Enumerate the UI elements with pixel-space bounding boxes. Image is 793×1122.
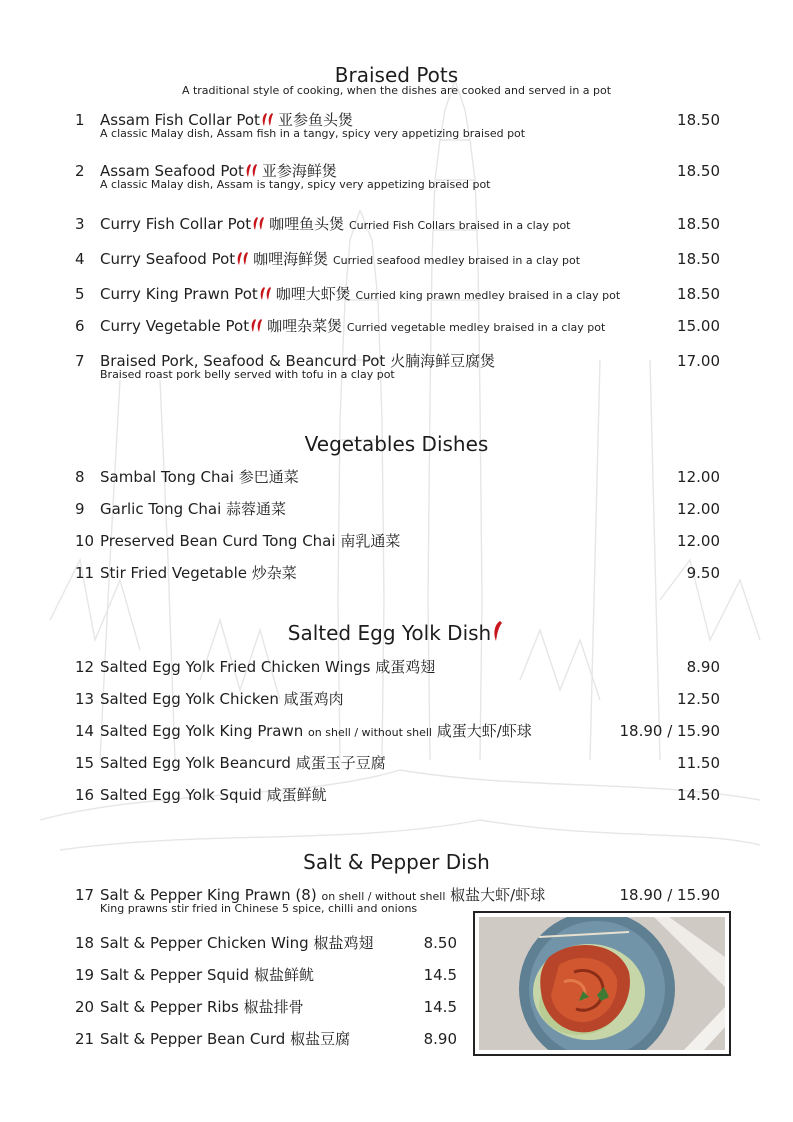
item-price: 17.00 <box>677 352 720 370</box>
section-title-salt-pepper: Salt & Pepper Dish <box>303 850 490 874</box>
item-name: Stir Fried Vegetable <box>100 564 247 582</box>
item-number: 7 <box>75 352 85 370</box>
item-name: Salt & Pepper Ribs <box>100 998 239 1016</box>
menu-item <box>75 932 457 954</box>
item-number: 18 <box>75 934 95 952</box>
menu-item <box>75 160 720 191</box>
menu-item <box>75 996 457 1018</box>
item-name: Salted Egg Yolk King Prawn <box>100 722 304 740</box>
item-chinese-name: 炒杂菜 <box>251 564 297 582</box>
item-price: 18.50 <box>677 215 720 233</box>
item-number: 4 <box>75 250 85 268</box>
item-chinese-name: 参巴通菜 <box>238 468 299 486</box>
item-number: 8 <box>75 468 85 486</box>
section-title-text: Salted Egg Yolk Dish <box>287 621 492 645</box>
item-description: Curried vegetable medley braised in a clay pot <box>346 321 606 334</box>
item-chinese-name: 咖哩海鲜煲 <box>253 250 329 268</box>
item-price: 18.50 <box>677 285 720 303</box>
item-price: 18.50 <box>677 111 720 129</box>
section-subtitle-braised-pots: A traditional style of cooking, when the dishes are cooked and served in a pot <box>181 84 612 97</box>
item-chinese-name: 咖哩杂菜煲 <box>267 317 343 335</box>
menu-item <box>75 283 720 305</box>
item-name: Salted Egg Yolk Chicken <box>100 690 279 708</box>
menu-item <box>75 315 720 337</box>
item-price: 14.5 <box>423 966 457 984</box>
item-name: Salted Egg Yolk Fried Chicken Wings <box>100 658 371 676</box>
item-name: Curry Fish Collar Pot <box>100 215 252 233</box>
item-chinese-name: 南乳通菜 <box>340 532 401 550</box>
item-name: Salt & Pepper Squid <box>100 966 250 984</box>
item-price: 11.50 <box>677 754 720 772</box>
menu-item <box>75 720 720 742</box>
item-name: Braised Pork, Seafood & Beancurd Pot <box>100 352 386 370</box>
item-price: 12.00 <box>677 500 720 518</box>
menu-item <box>75 466 720 488</box>
item-name: Salt & Pepper King Prawn (8) <box>100 886 317 904</box>
item-price: 18.90 / 15.90 <box>619 886 720 904</box>
item-number: 13 <box>75 690 95 708</box>
menu-item <box>75 530 720 552</box>
item-price: 12.00 <box>677 468 720 486</box>
item-name: Salt & Pepper Chicken Wing <box>100 934 309 952</box>
item-price: 18.50 <box>677 162 720 180</box>
item-chinese-name: 火腩海鲜豆腐煲 <box>390 352 496 370</box>
item-price: 12.50 <box>677 690 720 708</box>
item-name: Salted Egg Yolk Squid <box>100 786 262 804</box>
menu-item <box>75 350 720 381</box>
item-number: 12 <box>75 658 95 676</box>
item-chinese-name: 咸蛋鸡肉 <box>283 690 344 708</box>
item-chinese-name: 椒盐豆腐 <box>290 1030 351 1048</box>
item-option: on shell / without shell <box>308 726 432 739</box>
item-name: Assam Fish Collar Pot <box>100 111 260 129</box>
menu-item <box>75 248 720 270</box>
menu-item <box>75 884 720 915</box>
section-title-salted-egg-yolk <box>0 620 793 647</box>
item-price: 14.5 <box>423 998 457 1016</box>
item-number: 3 <box>75 215 85 233</box>
item-price: 8.90 <box>686 658 720 676</box>
item-name: Salted Egg Yolk Beancurd <box>100 754 291 772</box>
menu-item <box>75 752 720 774</box>
menu-item <box>75 688 720 710</box>
item-price: 18.90 / 15.90 <box>619 722 720 740</box>
item-chinese-name: 咸蛋大虾/虾球 <box>436 722 532 740</box>
item-price: 14.50 <box>677 786 720 804</box>
item-number: 2 <box>75 162 85 180</box>
item-description: Curried Fish Collars braised in a clay pot <box>348 219 571 232</box>
item-number: 20 <box>75 998 95 1016</box>
section-title-braised-pots: Braised Pots <box>334 63 459 87</box>
item-name: Curry Seafood Pot <box>100 250 236 268</box>
chili-icon <box>252 215 268 237</box>
item-number: 1 <box>75 111 85 129</box>
item-chinese-name: 椒盐鲜鱿 <box>253 966 314 984</box>
item-number: 11 <box>75 564 95 582</box>
item-number: 5 <box>75 285 85 303</box>
menu-item <box>75 656 720 678</box>
item-name: Curry Vegetable Pot <box>100 317 250 335</box>
item-chinese-name: 椒盐排骨 <box>243 998 304 1016</box>
item-name: Salt & Pepper Bean Curd <box>100 1030 286 1048</box>
dish-photo <box>479 917 725 1050</box>
item-number: 15 <box>75 754 95 772</box>
item-name: Preserved Bean Curd Tong Chai <box>100 532 336 550</box>
item-name: Sambal Tong Chai <box>100 468 234 486</box>
item-price: 15.00 <box>677 317 720 335</box>
item-description: King prawns stir fried in Chinese 5 spice, chilli and onions <box>100 902 418 915</box>
item-chinese-name: 咸蛋鲜鱿 <box>266 786 327 804</box>
chili-icon <box>250 317 266 339</box>
item-chinese-name: 咸蛋鸡翅 <box>375 658 436 676</box>
item-description: A classic Malay dish, Assam is tangy, spicy very appetizing braised pot <box>100 178 491 191</box>
item-number: 16 <box>75 786 95 804</box>
item-description: Braised roast pork belly served with tofu in a clay pot <box>100 368 395 381</box>
item-chinese-name: 椒盐大虾/虾球 <box>450 886 546 904</box>
menu-item <box>75 498 720 520</box>
menu-item <box>75 964 457 986</box>
item-name: Curry King Prawn Pot <box>100 285 258 303</box>
section-title-vegetables: Vegetables Dishes <box>304 432 489 456</box>
menu-item <box>75 562 720 584</box>
chili-icon <box>259 285 275 307</box>
item-price: 8.50 <box>423 934 457 952</box>
item-chinese-name: 咖哩鱼头煲 <box>269 215 345 233</box>
dish-photo-frame <box>473 911 731 1056</box>
item-number: 9 <box>75 500 85 518</box>
menu-item <box>75 1028 457 1050</box>
menu-item <box>75 213 720 235</box>
item-price: 18.50 <box>677 250 720 268</box>
item-price: 9.50 <box>686 564 720 582</box>
menu-item <box>75 784 720 806</box>
item-description: A classic Malay dish, Assam fish in a tangy, spicy very appetizing braised pot <box>100 127 526 140</box>
item-name: Assam Seafood Pot <box>100 162 244 180</box>
item-number: 17 <box>75 886 95 904</box>
item-chinese-name: 亚参海鲜煲 <box>261 162 337 180</box>
item-name: Garlic Tong Chai <box>100 500 222 518</box>
item-option: on shell / without shell <box>321 890 446 903</box>
item-price: 12.00 <box>677 532 720 550</box>
item-chinese-name: 咖哩大虾煲 <box>275 285 351 303</box>
item-description: Curried seafood medley braised in a clay pot <box>332 254 581 267</box>
item-chinese-name: 蒜蓉通菜 <box>226 500 287 518</box>
menu-item <box>75 109 720 140</box>
item-chinese-name: 亚参鱼头煲 <box>277 111 353 129</box>
item-price: 8.90 <box>423 1030 457 1048</box>
item-number: 19 <box>75 966 95 984</box>
item-number: 6 <box>75 317 85 335</box>
chili-icon <box>492 620 504 647</box>
chili-icon <box>236 250 252 272</box>
item-chinese-name: 椒盐鸡翅 <box>313 934 374 952</box>
item-number: 14 <box>75 722 95 740</box>
item-number: 10 <box>75 532 95 550</box>
item-description: Curried king prawn medley braised in a clay pot <box>355 289 621 302</box>
item-number: 21 <box>75 1030 95 1048</box>
item-chinese-name: 咸蛋玉子豆腐 <box>295 754 386 772</box>
